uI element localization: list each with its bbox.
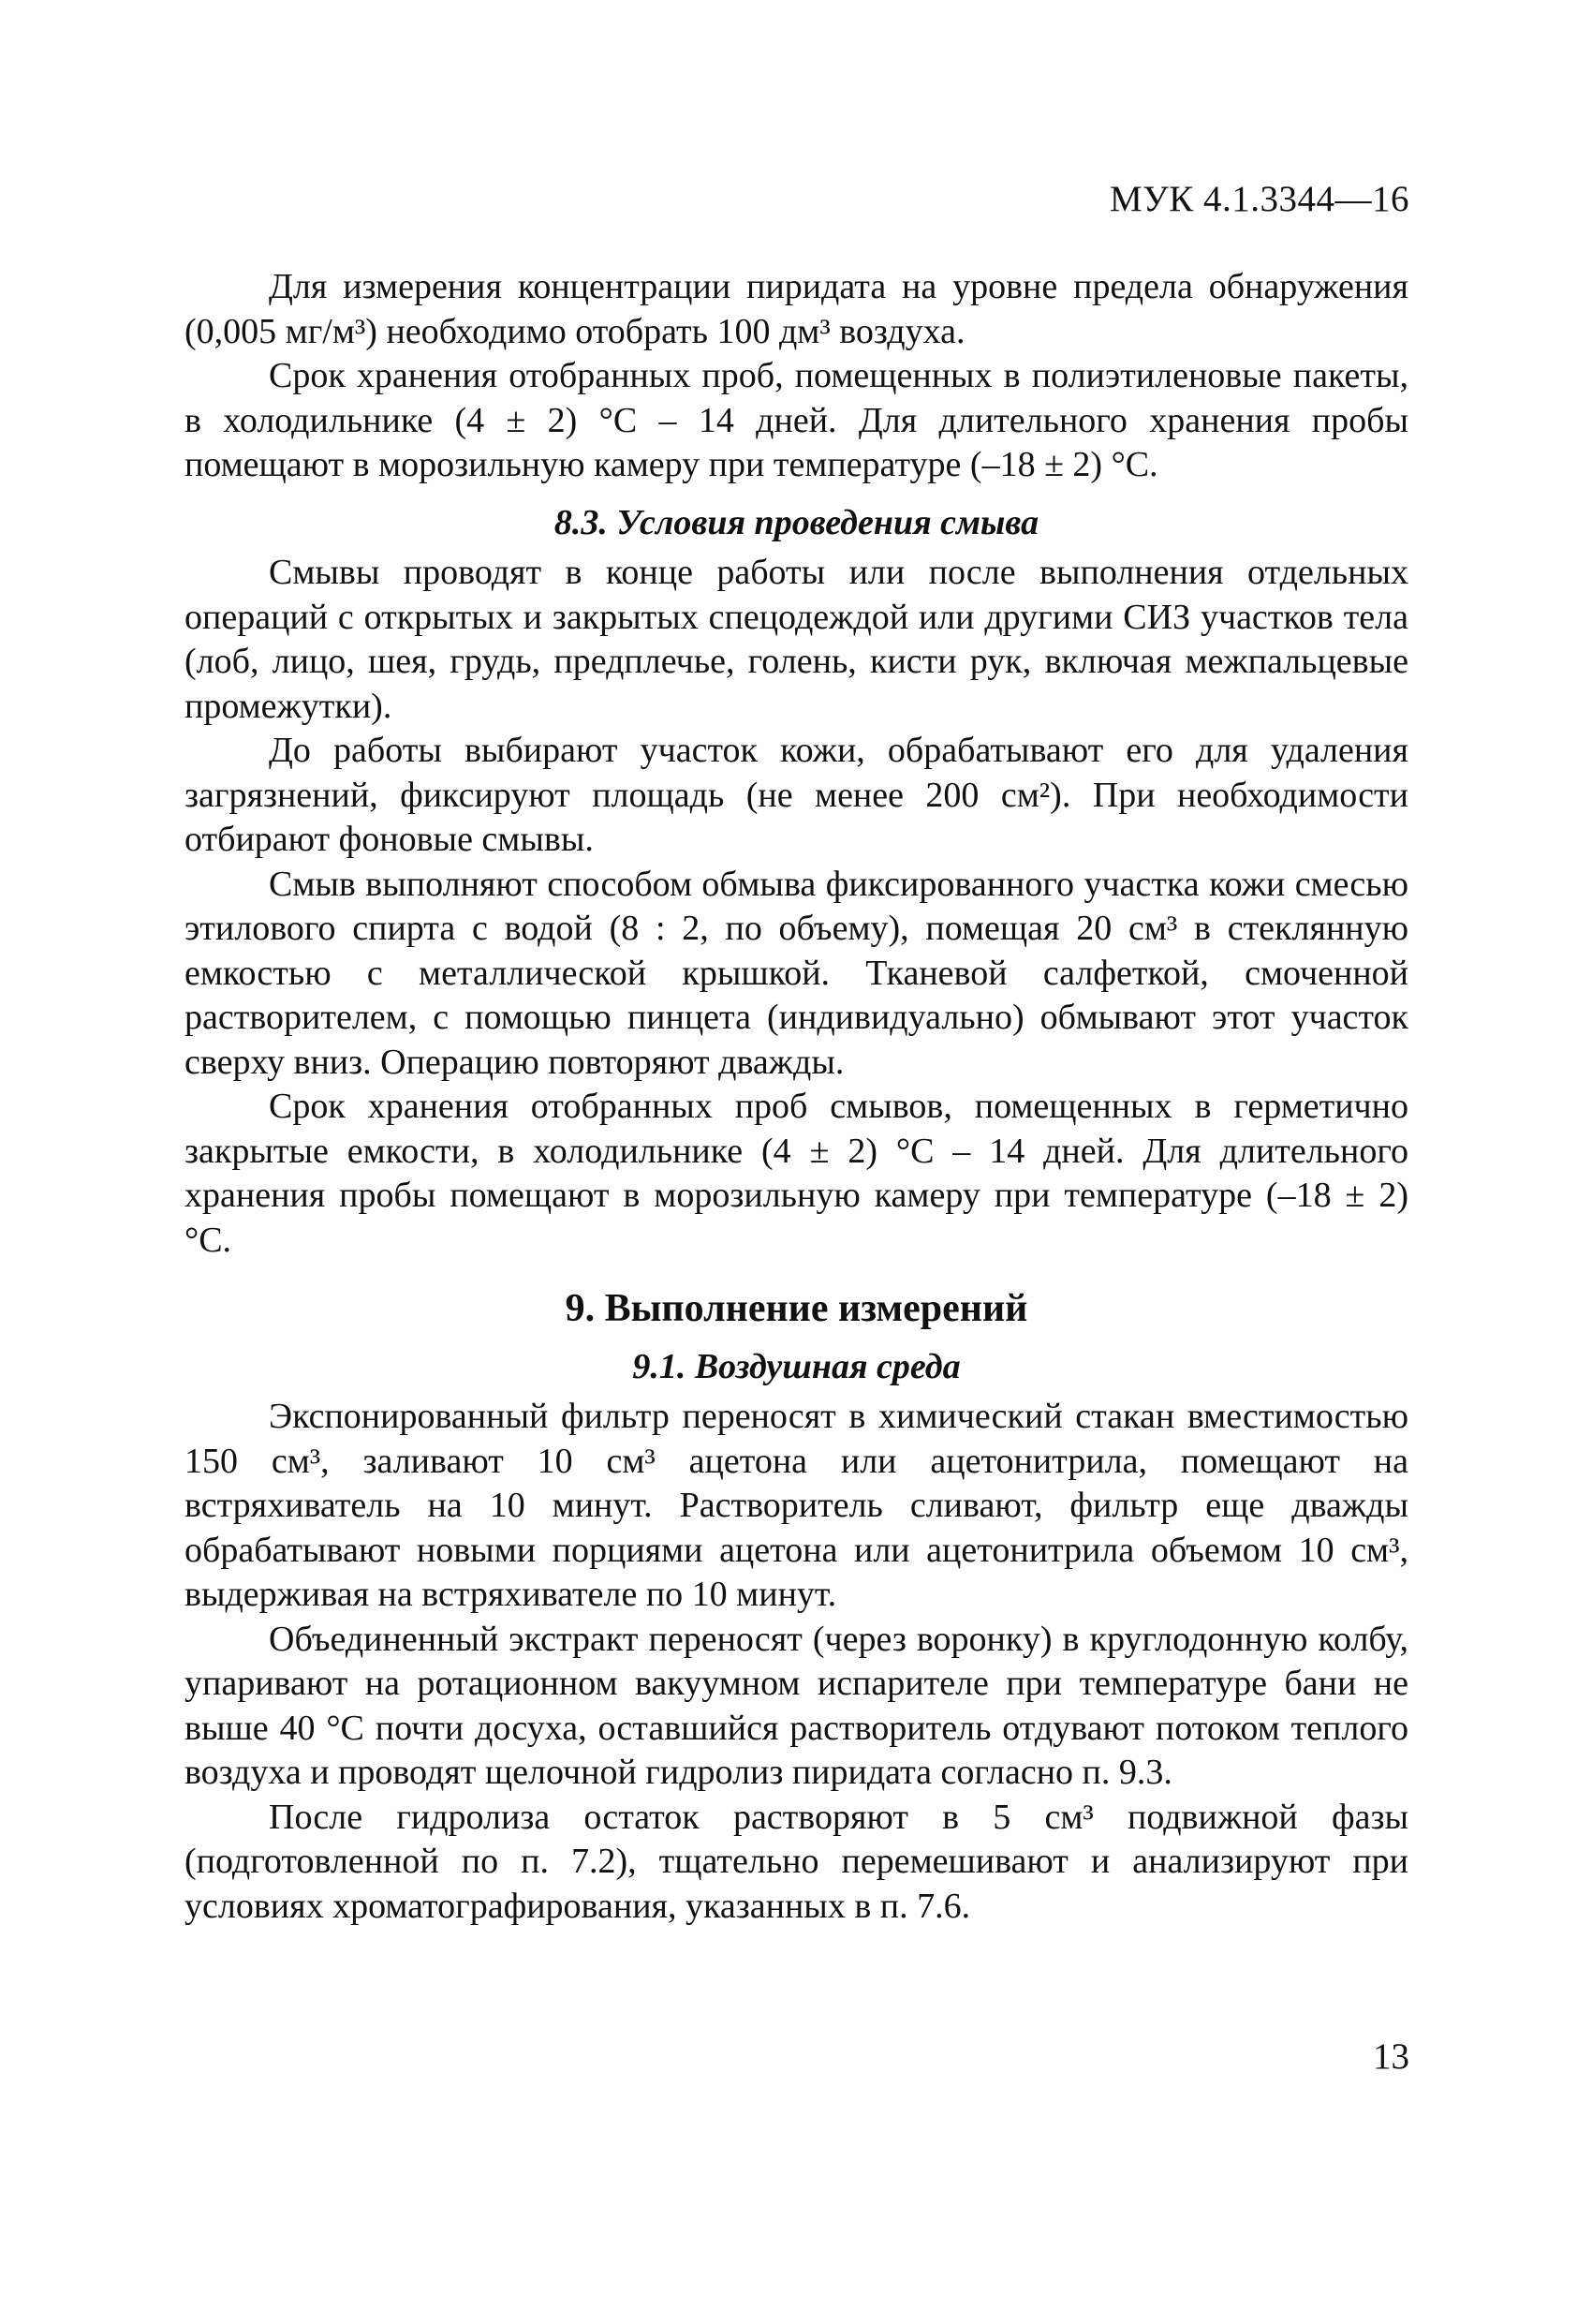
paragraph: Смыв выполняют способом обмыва фиксированного участка кожи смесью этилового спирта с водой (8 : 2, по объему), помещая 20 см³ в стеклянную емкостью с металлической крышкой. Тканевой салфеткой, смоченной растворителем, с помощью пинцета (индивидуально) обмывают этот участок сверху вниз. Операцию повторяют дважды.: [184, 864, 1408, 1082]
section-heading-9: 9. Выполнение измерений: [565, 1287, 1028, 1330]
paragraph: Срок хранения отобранных проб, помещенных в полиэтиленовые пакеты, в холодильнике (4 ± 2) °С – 14 дней. Для длительного хранения пробы помещают в морозильную камеру при температуре (–18 ± 2) °С.: [184, 356, 1408, 484]
section-heading-8-3: 8.3. Условия проведения смыва: [553, 502, 1039, 542]
paragraph: Срок хранения отобранных проб смывов, помещенных в герметично закрытые емкости, в холодильнике (4 ± 2) °С – 14 дней. Для длительного хранения пробы помещают в морозильную камеру при температуре (–18 ± 2) °С.: [184, 1087, 1408, 1260]
paragraph: Смывы проводят в конце работы или после выполнения отдельных операций с открытых и закрытых спецодеждой или другими СИЗ участков тела (лоб, лицо, шея, грудь, предплечье, голень, кисти рук, включая межпальцевые промежутки).: [184, 553, 1408, 726]
page-number: 13: [1373, 2036, 1409, 2077]
paragraph: Объединенный экстракт переносят (через воронку) в круглодонную колбу, упаривают на ротационном вакуумном испарителе при температуре бани не выше 40 °С почти досуха, оставшийся растворитель отдувают потоком теплого воздуха и проводят щелочной гидролиз пиридата согласно п. 9.3.: [184, 1619, 1408, 1792]
paragraph: До работы выбирают участок кожи, обрабатывают его для удаления загрязнений, фиксируют площадь (не менее 200 см²). При необходимости отбирают фоновые смывы.: [184, 731, 1408, 859]
paragraph: После гидролиза остаток растворяют в 5 см³ подвижной фазы (подготовленной по п. 7.2), тщательно перемешивают и анализируют при условиях хроматографирования, указанных в п. 7.6.: [184, 1797, 1408, 1926]
document-body: [184, 265, 1408, 1929]
document-code: МУК 4.1.3344—16: [1109, 179, 1409, 219]
paragraph: Экспонированный фильтр переносят в химический стакан вместимостью 150 см³, заливают 10 см³ ацетона или ацетонитрила, помещают на встряхиватель на 10 минут. Растворитель сливают, фильтр еще дважды обрабатывают новыми порциями ацетона или ацетонитрила объемом 10 см³, выдерживая на встряхивателе по 10 минут.: [184, 1397, 1408, 1614]
paragraph: Для измерения концентрации пиридата на уровне предела обнаружения (0,005 мг/м³) необходимо отобрать 100 дм³ воздуха.: [184, 267, 1408, 351]
section-heading-9-1: 9.1. Воздушная среда: [632, 1346, 961, 1386]
